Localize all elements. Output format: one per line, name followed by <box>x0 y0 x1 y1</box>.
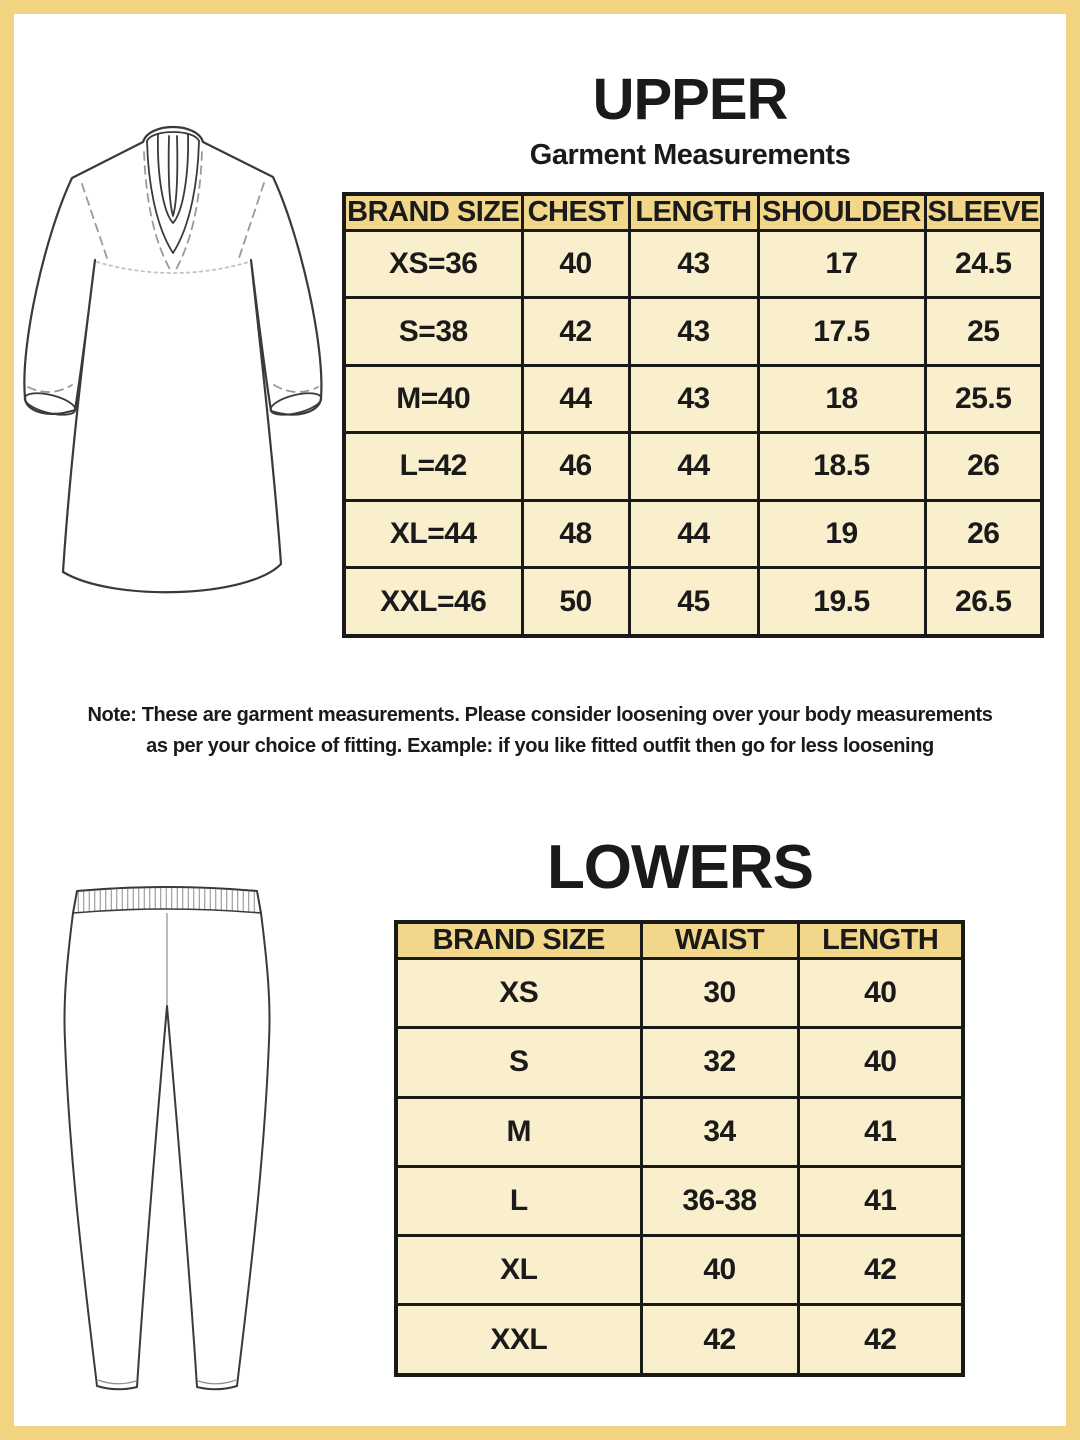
column-header: BRAND SIZE <box>344 194 522 231</box>
table-cell: 18.5 <box>758 433 925 500</box>
column-header: CHEST <box>522 194 629 231</box>
table-cell: 26 <box>925 500 1042 567</box>
table-cell: 42 <box>641 1305 798 1375</box>
table-cell: 48 <box>522 500 629 567</box>
column-header: SHOULDER <box>758 194 925 231</box>
table-row <box>396 1166 963 1235</box>
table-row <box>344 298 1042 365</box>
table-row <box>344 500 1042 567</box>
table-cell: 44 <box>629 433 758 500</box>
table-cell: 42 <box>798 1236 963 1305</box>
table-cell: XS=36 <box>344 231 522 298</box>
upper-header-row <box>344 194 1042 231</box>
table-cell: XS <box>396 959 641 1028</box>
lowers-measurements-table <box>394 920 965 1377</box>
measurement-note <box>40 700 1040 762</box>
kurta-outline <box>24 127 321 592</box>
table-cell: 44 <box>522 365 629 432</box>
table-cell: 19 <box>758 500 925 567</box>
note-line-2: as per your choice of fitting. Example: if you like fitted outfit then go for less loosening <box>146 735 934 757</box>
waistband <box>73 887 261 913</box>
table-cell: XXL=46 <box>344 568 522 636</box>
table-cell: 42 <box>798 1305 963 1375</box>
table-row <box>396 959 963 1028</box>
table-cell: 24.5 <box>925 231 1042 298</box>
lowers-header-row <box>396 922 963 959</box>
table-row <box>396 1305 963 1375</box>
note-line-1: Note: These are garment measurements. Please consider loosening over your body measurements <box>87 704 993 726</box>
table-row <box>344 433 1042 500</box>
table-cell: 26.5 <box>925 568 1042 636</box>
table-row <box>396 1236 963 1305</box>
table-cell: 40 <box>798 959 963 1028</box>
table-cell: 41 <box>798 1097 963 1166</box>
table-cell: 46 <box>522 433 629 500</box>
table-row <box>396 1028 963 1097</box>
table-cell: 25 <box>925 298 1042 365</box>
table-cell: 17 <box>758 231 925 298</box>
table-cell: 40 <box>641 1236 798 1305</box>
table-cell: 45 <box>629 568 758 636</box>
table-cell: M=40 <box>344 365 522 432</box>
table-cell: S=38 <box>344 298 522 365</box>
lowers-title: LOWERS <box>546 833 814 902</box>
table-cell: XL <box>396 1236 641 1305</box>
table-cell: 40 <box>522 231 629 298</box>
leggings-illustration <box>61 881 276 1396</box>
column-header: BRAND SIZE <box>396 922 641 959</box>
table-cell: L=42 <box>344 433 522 500</box>
table-cell: XL=44 <box>344 500 522 567</box>
column-header: LENGTH <box>629 194 758 231</box>
table-cell: XXL <box>396 1305 641 1375</box>
table-cell: 36-38 <box>641 1166 798 1235</box>
table-cell: 42 <box>522 298 629 365</box>
table-row <box>344 231 1042 298</box>
table-row <box>344 568 1042 636</box>
table-cell: 34 <box>641 1097 798 1166</box>
table-cell: 30 <box>641 959 798 1028</box>
table-cell: 43 <box>629 365 758 432</box>
table-cell: 18 <box>758 365 925 432</box>
table-cell: 44 <box>629 500 758 567</box>
table-cell: 40 <box>798 1028 963 1097</box>
table-cell: M <box>396 1097 641 1166</box>
kurta-illustration <box>23 120 323 605</box>
table-cell: 41 <box>798 1166 963 1235</box>
table-cell: 17.5 <box>758 298 925 365</box>
table-cell: 19.5 <box>758 568 925 636</box>
table-cell: L <box>396 1166 641 1235</box>
table-cell: 32 <box>641 1028 798 1097</box>
table-cell: 50 <box>522 568 629 636</box>
table-cell: 25.5 <box>925 365 1042 432</box>
table-cell: 26 <box>925 433 1042 500</box>
table-row <box>396 1097 963 1166</box>
upper-title: UPPER <box>592 67 788 132</box>
table-cell: 43 <box>629 298 758 365</box>
column-header: WAIST <box>641 922 798 959</box>
column-header: LENGTH <box>798 922 963 959</box>
column-header: SLEEVE <box>925 194 1042 231</box>
upper-measurements-table <box>342 192 1044 638</box>
table-cell: 43 <box>629 231 758 298</box>
table-row <box>344 365 1042 432</box>
upper-subtitle: Garment Measurements <box>529 139 851 171</box>
table-cell: S <box>396 1028 641 1097</box>
